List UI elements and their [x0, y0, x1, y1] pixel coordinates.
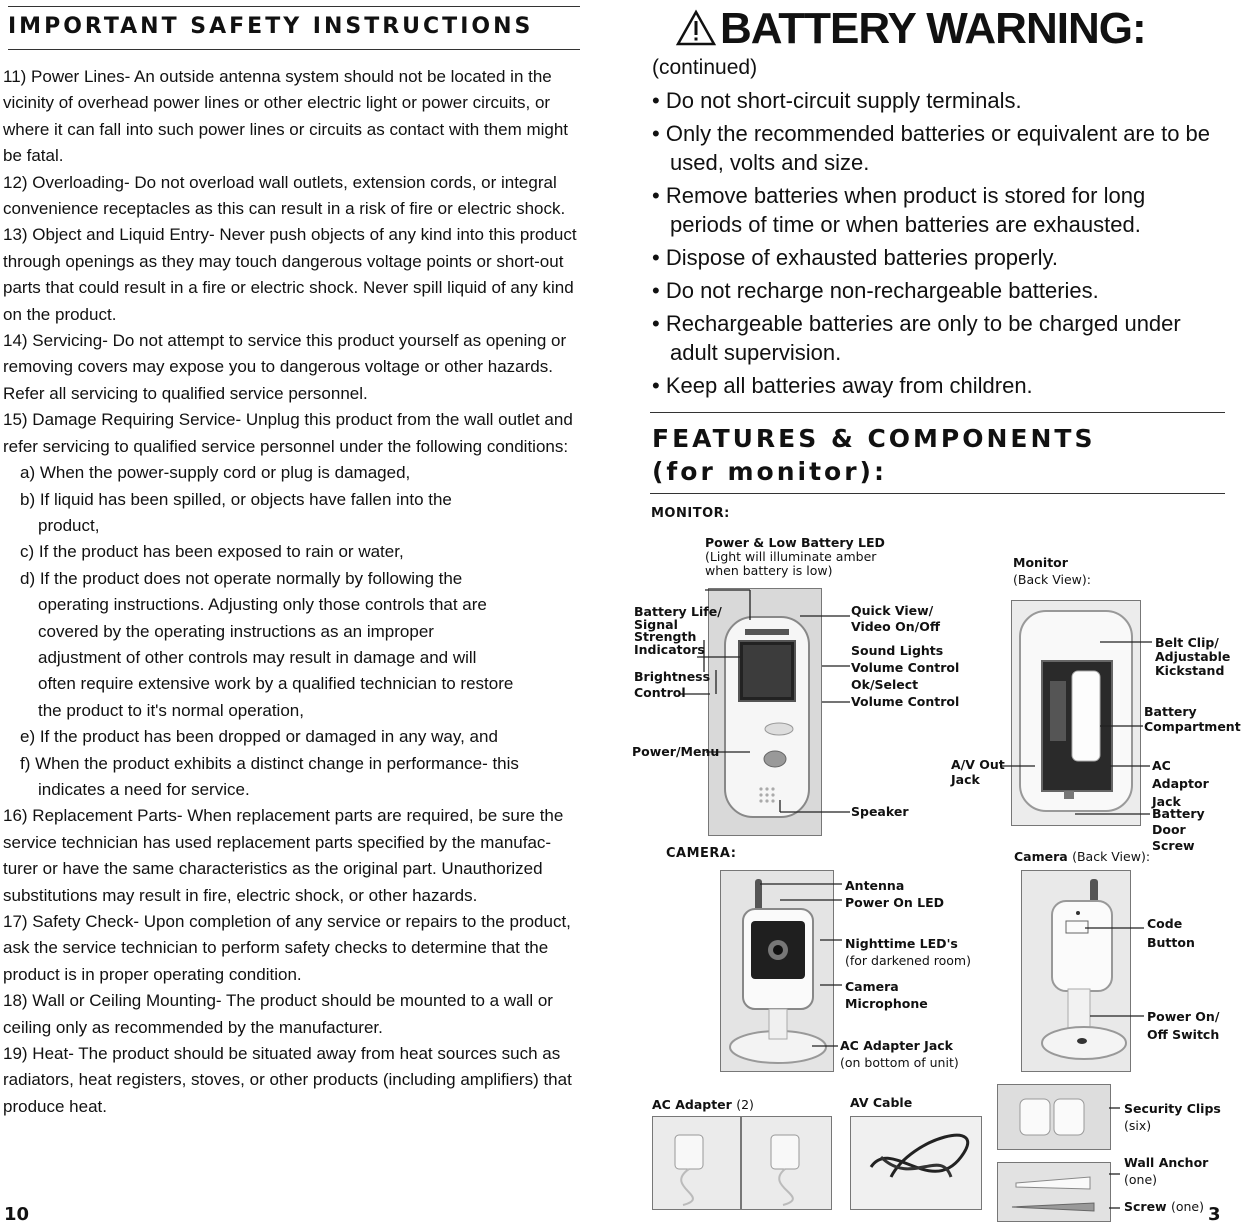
instruction-17: 17) Safety Check- Upon completion of any service or repairs to the product, ask the service technician to perform safety checks to determine that the product is in proper operating condition.: [3, 912, 571, 984]
label-quick-view: Quick View/ Video On/Off: [851, 603, 940, 634]
label-power-led: Power & Low Battery LED (Light will illuminate amber when battery is low): [705, 535, 885, 578]
instruction-16: 16) Replacement Parts- When replacement parts are required, be sure the service technician has used replacement parts specified by the manufac-turer or have the same characteristics as the original part. Unauthorized substitutions may result in fire, electric shock, or other hazards.: [3, 806, 564, 905]
condition-a: a) When the power-supply cord or plug is damaged,: [20, 463, 411, 483]
camera-back-photo: [1021, 870, 1131, 1072]
warning-continued: (continued): [652, 56, 758, 79]
title-rule: [8, 49, 580, 50]
label-battery-compartment: Battery Compartment: [1144, 704, 1241, 734]
warning-bullet: • Dispose of exhausted batteries properly.: [652, 245, 1058, 270]
condition-f: f) When the product exhibits a distinct change in performance- this indicates a need for service.: [20, 753, 519, 799]
label-av-cable: AV Cable: [850, 1095, 913, 1110]
monitor-front-photo: [708, 588, 822, 836]
label-camera-microphone: Camera Microphone: [845, 979, 928, 1011]
label-battery-life-indicators: Battery Life/ Signal Strength Indicators: [634, 604, 722, 657]
label-code-button: Code Button: [1147, 916, 1195, 950]
label-av-out-jack: A/V Out Jack: [951, 757, 1005, 787]
label-belt-clip: Belt Clip/ Adjustable Kickstand: [1155, 635, 1231, 678]
instruction-19: 19) Heat- The product should be situated away from heat sources such as radiators, heat registers, stoves, or other products (including amplifiers) that produce heat.: [3, 1044, 572, 1116]
av-cable-photo: [850, 1116, 982, 1210]
instruction-14: 14) Servicing- Do not attempt to service this product yourself as opening or removing covers may expose you to dangerous voltage or other hazards. Refer all servicing to qualified service personnel.: [3, 331, 567, 403]
ac-adapter-photo: [652, 1116, 832, 1210]
label-nighttime-leds: Nighttime LED's (for darkened room): [845, 936, 971, 968]
label-speaker: Speaker: [851, 804, 909, 819]
battery-warning-list: [652, 86, 1222, 404]
label-wall-anchor: Wall Anchor (one): [1124, 1155, 1209, 1187]
instruction-13: 13) Object and Liquid Entry- Never push objects of any kind into this product through openings as they may touch dangerous voltage points or short-out parts that could result in a fire or electric shock. Never spill liquid of any kind on the product.: [3, 225, 577, 324]
safety-instructions-title: IMPORTANT SAFETY INSTRUCTIONS: [8, 14, 534, 39]
label-ac-adapter: AC Adapter (2): [652, 1097, 754, 1112]
wall-anchor-screw-photo: [997, 1162, 1111, 1222]
top-rule: [8, 6, 580, 7]
label-camera-back-view: Camera (Back View):: [1014, 849, 1151, 864]
label-monitor-controls: Sound Lights Volume Control Ok/Select Volume Control: [851, 643, 960, 709]
features-top-rule: [650, 412, 1225, 413]
condition-c: c) If the product has been exposed to rain or water,: [20, 542, 404, 562]
security-clips-photo: [997, 1084, 1111, 1150]
instruction-18: 18) Wall or Ceiling Mounting- The product should be mounted to a wall or ceiling only as recommended by the manufacturer.: [3, 991, 553, 1037]
label-ac-adaptor-jack: AC Adaptor Jack: [1152, 758, 1209, 809]
label-antenna-power-led: Antenna Power On LED: [845, 878, 945, 910]
instruction-12: 12) Overloading- Do not overload wall outlets, extension cords, or integral convenience receptacles as this can result in a risk of fire or electric shock.: [3, 172, 566, 219]
condition-d: d) If the product does not operate normally by following the operating instructions. Adjusting only those controls that are covered by the operating instructions as an improper adjustment of other controls may result in damage and will often require extensive work by a qualified technician to restore the product to it's normal operation,: [20, 568, 514, 720]
battery-warning-title: BATTERY WARNING:: [720, 4, 1146, 53]
warning-bullet: • Rechargeable batteries are only to be charged under adult supervision.: [652, 311, 1181, 365]
warning-bullet: • Keep all batteries away from children.: [652, 373, 1033, 398]
instruction-11: 11) Power Lines- An outside antenna system should not be located in the vicinity of overhead power lines or other electric light or power circuits, or where it can fall into such power lines or circuits as contact with them might be fatal.: [3, 67, 569, 166]
label-screw: Screw (one): [1124, 1199, 1204, 1214]
condition-e: e) If the product has been dropped or damaged in any way, and: [20, 727, 498, 747]
label-ac-adapter-jack: AC Adapter Jack (on bottom of unit): [840, 1038, 959, 1070]
page-number-right: 3: [1208, 1204, 1221, 1225]
warning-bullet: • Do not short-circuit supply terminals.: [652, 88, 1022, 113]
label-power-switch: Power On/ Off Switch: [1147, 1009, 1220, 1042]
label-monitor-back-view: Monitor (Back View):: [1013, 555, 1091, 587]
warning-bullet: • Remove batteries when product is stored for long periods of time or when batteries are exhausted.: [652, 183, 1146, 237]
instruction-15: 15) Damage Requiring Service- Unplug this product from the wall outlet and refer servicing to qualified service personnel under the following conditions:: [3, 410, 573, 456]
warning-bullet: • Only the recommended batteries or equivalent are to be used, volts and size.: [652, 121, 1211, 175]
features-title: FEATURES & COMPONENTS (for monitor):: [652, 424, 1096, 486]
safety-instructions-body: [3, 64, 583, 1120]
label-brightness-control: Brightness Control: [634, 669, 711, 700]
label-security-clips: Security Clips (six): [1124, 1101, 1221, 1133]
features-bottom-rule: [650, 493, 1225, 494]
camera-heading: CAMERA:: [666, 846, 737, 861]
label-power-menu: Power/Menu: [632, 744, 720, 759]
condition-b: b) If liquid has been spilled, or objects have fallen into the product,: [20, 489, 452, 535]
monitor-heading: MONITOR:: [651, 506, 730, 521]
warning-triangle-icon: [676, 10, 716, 46]
page-number-left: 10: [4, 1204, 30, 1225]
label-battery-door-screw: Battery Door Screw: [1152, 806, 1205, 853]
warning-bullet: • Do not recharge non-rechargeable batteries.: [652, 278, 1099, 303]
camera-front-photo: [720, 870, 834, 1072]
monitor-back-photo: [1011, 600, 1141, 826]
